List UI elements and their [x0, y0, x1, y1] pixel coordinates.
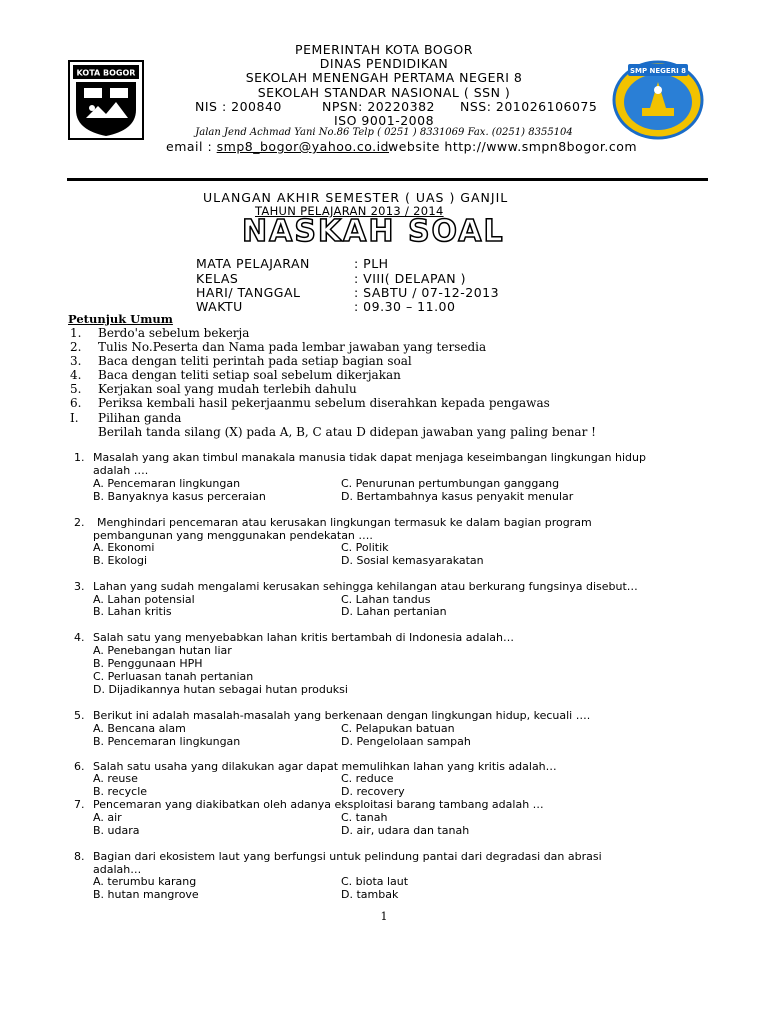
website-text[interactable]: website http://www.smpn8bogor.com: [388, 139, 638, 154]
option-d: D. Sosial kemasyarakatan: [341, 554, 484, 567]
page-number: 1: [380, 910, 388, 923]
question-text-cont: adalah…: [93, 863, 142, 876]
instruction-item: Tulis No.Peserta dan Nama pada lembar jawaban yang tersedia: [98, 340, 487, 354]
meta-class-value: : VIII( DELAPAN ): [354, 271, 466, 286]
question-number: 8.: [74, 850, 85, 863]
logo-right-text: SMP NEGERI 8: [629, 67, 687, 75]
instruction-num: 2.: [70, 340, 82, 354]
question-number: 3.: [74, 580, 85, 593]
question-number: 4.: [74, 631, 85, 644]
option-c: C. tanah: [341, 811, 388, 824]
header-line-standard: SEKOLAH STANDAR NASIONAL ( SSN ): [257, 85, 511, 100]
question-text: Salah satu usaha yang dilakukan agar dapat memulihkan lahan yang kritis adalah…: [93, 760, 557, 773]
option-d: D. Lahan pertanian: [341, 605, 447, 618]
question-number: 2.: [74, 516, 85, 529]
exam-title: ULANGAN AKHIR SEMESTER ( UAS ) GANJIL: [203, 190, 509, 205]
option-a: A. air: [93, 811, 122, 824]
option-a: A. Bencana alam: [93, 722, 186, 735]
section-number: I.: [70, 411, 79, 425]
option-b: B. hutan mangrove: [93, 888, 199, 901]
instruction-item: Kerjakan soal yang mudah terlebih dahulu: [98, 382, 357, 396]
question-text-cont: pembangunan yang menggunakan pendekatan ….: [93, 529, 373, 542]
question-text: Berikut ini adalah masalah-masalah yang berkenaan dengan lingkungan hidup, kecuali ….: [93, 709, 591, 722]
question-number: 7.: [74, 798, 85, 811]
question-text: Bagian dari ekosistem laut yang berfungsi untuk pelindung pantai dari degradasi dan abrasi: [93, 850, 602, 863]
instruction-item: Berdo'a sebelum bekerja: [98, 326, 250, 340]
option-d: D. Pengelolaan sampah: [341, 735, 471, 748]
email-link[interactable]: smp8_bogor@yahoo.co.id: [216, 139, 389, 154]
option-b: B. Banyaknya kasus perceraian: [93, 490, 266, 503]
question-text-cont: adalah ….: [93, 464, 149, 477]
address-text: Jalan Jend Achmad Yani No.86 Telp ( 0251 ) 8331069 Fax. (0251) 8355104: [195, 127, 573, 138]
option-c: C. Perluasan tanah pertanian: [93, 670, 254, 683]
option-d: D. air, udara dan tanah: [341, 824, 470, 837]
npsn-text: NPSN: 20220382: [322, 99, 435, 114]
option-a: A. Ekonomi: [93, 541, 155, 554]
meta-time-label: WAKTU: [196, 299, 243, 314]
email-line: [166, 139, 389, 154]
naskah-soal-title: NASKAH SOAL: [242, 214, 505, 249]
meta-time-value: : 09.30 – 11.00: [354, 299, 456, 314]
option-d: D. Dijadikannya hutan sebagai hutan produksi: [93, 683, 348, 696]
instruction-num: 6.: [70, 396, 82, 410]
option-b: B. Pencemaran lingkungan: [93, 735, 241, 748]
academic-year: TAHUN PELAJARAN 2013 / 2014: [255, 204, 444, 218]
nss-text: NSS: 201026106075: [460, 99, 598, 114]
section-title: Pilihan ganda: [98, 411, 182, 425]
instruction-item: Periksa kembali hasil pekerjaanmu sebelum diserahkan kepada pengawas: [98, 396, 550, 410]
logo-left-text: KOTA BOGOR: [76, 68, 136, 78]
meta-date-value: : SABTU / 07-12-2013: [354, 285, 500, 300]
option-d: D. Bertambahnya kasus penyakit menular: [341, 490, 574, 503]
option-a: A. Pencemaran lingkungan: [93, 477, 241, 490]
option-b: B. udara: [93, 824, 140, 837]
option-c: C. Politik: [341, 541, 389, 554]
instruction-num: 4.: [70, 368, 82, 382]
question-number: 5.: [74, 709, 85, 722]
option-c: C. Lahan tandus: [341, 593, 431, 606]
header-divider: [67, 178, 708, 181]
option-b: B. Lahan kritis: [93, 605, 172, 618]
option-a: A. Penebangan hutan liar: [93, 644, 232, 657]
question-number: 6.: [74, 760, 85, 773]
email-label: email :: [166, 139, 213, 154]
header-line-school: SEKOLAH MENENGAH PERTAMA NEGERI 8: [245, 70, 523, 85]
question-text: Lahan yang sudah mengalami kerusakan sehingga kehilangan atau berkurang fungsinya disebut…: [93, 580, 638, 593]
question-text: Menghindari pencemaran atau kerusakan lingkungan termasuk ke dalam bagian program: [97, 516, 592, 529]
option-c: C. Pelapukan batuan: [341, 722, 455, 735]
instruction-item: Baca dengan teliti setiap soal sebelum dikerjakan: [98, 368, 401, 382]
question-text: Salah satu yang menyebabkan lahan kritis bertambah di Indonesia adalah…: [93, 631, 514, 644]
option-d: D. tambak: [341, 888, 399, 901]
meta-subject-label: MATA PELAJARAN: [196, 256, 310, 271]
question-text: Masalah yang akan timbul manakala manusia tidak dapat menjaga keseimbangan lingkungan hidup: [93, 451, 646, 464]
option-a: A. Lahan potensial: [93, 593, 195, 606]
option-a: A. terumbu karang: [93, 875, 197, 888]
option-b: B. recycle: [93, 785, 148, 798]
instruction-item: Baca dengan teliti perintah pada setiap bagian soal: [98, 354, 412, 368]
instruction-num: 1.: [70, 326, 82, 340]
nis-text: NIS : 200840: [195, 99, 282, 114]
iso-text: ISO 9001-2008: [333, 113, 435, 128]
meta-class-label: KELAS: [196, 271, 239, 286]
option-c: C. Penurunan pertumbungan ganggang: [341, 477, 560, 490]
header-line-government: PEMERINTAH KOTA BOGOR: [295, 42, 473, 57]
meta-date-label: HARI/ TANGGAL: [196, 285, 301, 300]
option-b: B. Ekologi: [93, 554, 148, 567]
option-a: A. reuse: [93, 772, 138, 785]
option-b: B. Penggunaan HPH: [93, 657, 203, 670]
instruction-num: 5.: [70, 382, 82, 396]
header-line-department: DINAS PENDIDIKAN: [319, 56, 449, 71]
option-d: D. recovery: [341, 785, 405, 798]
option-c: C. reduce: [341, 772, 394, 785]
instruction-num: 3.: [70, 354, 82, 368]
question-number: 1.: [74, 451, 85, 464]
meta-subject-value: : PLH: [354, 256, 389, 271]
instructions-heading: Petunjuk Umum: [68, 312, 173, 326]
option-c: C. biota laut: [341, 875, 409, 888]
section-description: Berilah tanda silang (X) pada A, B, C atau D didepan jawaban yang paling benar !: [98, 425, 596, 439]
question-text: Pencemaran yang diakibatkan oleh adanya eksploitasi barang tambang adalah …: [93, 798, 544, 811]
